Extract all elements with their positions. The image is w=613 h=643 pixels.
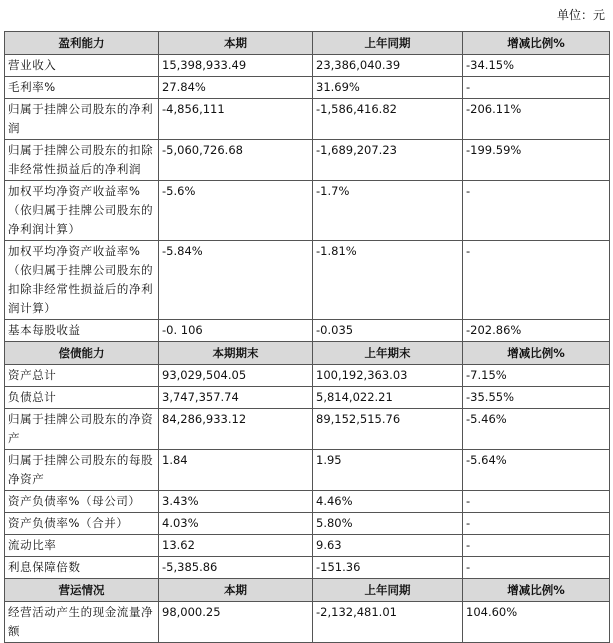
table-row <box>5 409 610 450</box>
section-header-item: 偿债能力 <box>5 342 159 365</box>
cell-previous: 5.80% <box>313 513 463 535</box>
cell-current: 3,747,357.74 <box>159 387 313 409</box>
cell-current: 3.43% <box>159 491 313 513</box>
cell-item: 归属于挂牌公司股东的每股净资产 <box>5 450 159 491</box>
table-row <box>5 320 610 342</box>
section-header-item: 营运情况 <box>5 579 159 602</box>
table-row <box>5 77 610 99</box>
cell-change: -206.11% <box>463 99 610 140</box>
cell-item: 负债总计 <box>5 387 159 409</box>
cell-previous: -1.81% <box>313 241 463 320</box>
cell-change: - <box>463 513 610 535</box>
section-header-previous: 上年同期 <box>313 32 463 55</box>
cell-item: 流动比率 <box>5 535 159 557</box>
cell-item: 加权平均净资产收益率%（依归属于挂牌公司股东的净利润计算） <box>5 181 159 241</box>
cell-current: 27.84% <box>159 77 313 99</box>
cell-item: 利息保障倍数 <box>5 557 159 579</box>
cell-change: -34.15% <box>463 55 610 77</box>
table-row <box>5 99 610 140</box>
cell-item: 资产负债率%（母公司） <box>5 491 159 513</box>
cell-previous: -1.7% <box>313 181 463 241</box>
cell-item: 加权平均净资产收益率%（依归属于挂牌公司股东的扣除非经常性损益后的净利润计算） <box>5 241 159 320</box>
cell-item: 归属于挂牌公司股东的扣除非经常性损益后的净利润 <box>5 140 159 181</box>
table-row <box>5 387 610 409</box>
cell-change: -5.46% <box>463 409 610 450</box>
cell-item: 归属于挂牌公司股东的净利润 <box>5 99 159 140</box>
section-header-previous: 上年同期 <box>313 579 463 602</box>
table-row <box>5 557 610 579</box>
cell-change: - <box>463 181 610 241</box>
cell-current: 98,000.25 <box>159 602 313 643</box>
cell-previous: -2,132,481.01 <box>313 602 463 643</box>
cell-previous: -0.035 <box>313 320 463 342</box>
cell-change: - <box>463 491 610 513</box>
cell-change: -199.59% <box>463 140 610 181</box>
cell-current: 93,029,504.05 <box>159 365 313 387</box>
section-header-row <box>5 32 610 55</box>
table-row <box>5 602 610 643</box>
cell-previous: 9.63 <box>313 535 463 557</box>
cell-previous: -151.36 <box>313 557 463 579</box>
cell-change: -202.86% <box>463 320 610 342</box>
section-header-current: 本期 <box>159 579 313 602</box>
section-header-change: 增减比例% <box>463 32 610 55</box>
section-header-row <box>5 579 610 602</box>
cell-item: 资产负债率%（合并） <box>5 513 159 535</box>
section-header-change: 增减比例% <box>463 342 610 365</box>
cell-item: 基本每股收益 <box>5 320 159 342</box>
table-row <box>5 241 610 320</box>
financial-indicators-table <box>4 31 610 643</box>
cell-current: -5.6% <box>159 181 313 241</box>
cell-current: 4.03% <box>159 513 313 535</box>
cell-previous: -1,689,207.23 <box>313 140 463 181</box>
table-row <box>5 140 610 181</box>
section-header-row <box>5 342 610 365</box>
cell-current: -4,856,111 <box>159 99 313 140</box>
cell-current: 15,398,933.49 <box>159 55 313 77</box>
cell-previous: 1.95 <box>313 450 463 491</box>
cell-previous: -1,586,416.82 <box>313 99 463 140</box>
cell-change: - <box>463 535 610 557</box>
section-header-current: 本期期末 <box>159 342 313 365</box>
cell-current: 1.84 <box>159 450 313 491</box>
section-header-current: 本期 <box>159 32 313 55</box>
table-row <box>5 491 610 513</box>
cell-item: 毛利率% <box>5 77 159 99</box>
cell-item: 经营活动产生的现金流量净额 <box>5 602 159 643</box>
cell-change: -5.64% <box>463 450 610 491</box>
cell-current: -0. 106 <box>159 320 313 342</box>
cell-current: -5,060,726.68 <box>159 140 313 181</box>
cell-previous: 31.69% <box>313 77 463 99</box>
cell-change: - <box>463 557 610 579</box>
cell-current: -5.84% <box>159 241 313 320</box>
cell-item: 资产总计 <box>5 365 159 387</box>
cell-previous: 23,386,040.39 <box>313 55 463 77</box>
cell-previous: 5,814,022.21 <box>313 387 463 409</box>
cell-change: -35.55% <box>463 387 610 409</box>
table-body <box>5 32 610 643</box>
cell-change: - <box>463 241 610 320</box>
table-row <box>5 365 610 387</box>
cell-change: - <box>463 77 610 99</box>
cell-previous: 100,192,363.03 <box>313 365 463 387</box>
table-row <box>5 513 610 535</box>
cell-change: -7.15% <box>463 365 610 387</box>
unit-label: 单位：元 <box>556 8 605 22</box>
cell-previous: 4.46% <box>313 491 463 513</box>
section-header-change: 增减比例% <box>463 579 610 602</box>
cell-change: 104.60% <box>463 602 610 643</box>
table-row <box>5 450 610 491</box>
table-row <box>5 181 610 241</box>
section-header-previous: 上年期末 <box>313 342 463 365</box>
cell-current: -5,385.86 <box>159 557 313 579</box>
cell-current: 84,286,933.12 <box>159 409 313 450</box>
table-row <box>5 535 610 557</box>
table-row <box>5 55 610 77</box>
section-header-item: 盈利能力 <box>5 32 159 55</box>
cell-current: 13.62 <box>159 535 313 557</box>
cell-item: 归属于挂牌公司股东的净资产 <box>5 409 159 450</box>
cell-item: 营业收入 <box>5 55 159 77</box>
cell-previous: 89,152,515.76 <box>313 409 463 450</box>
